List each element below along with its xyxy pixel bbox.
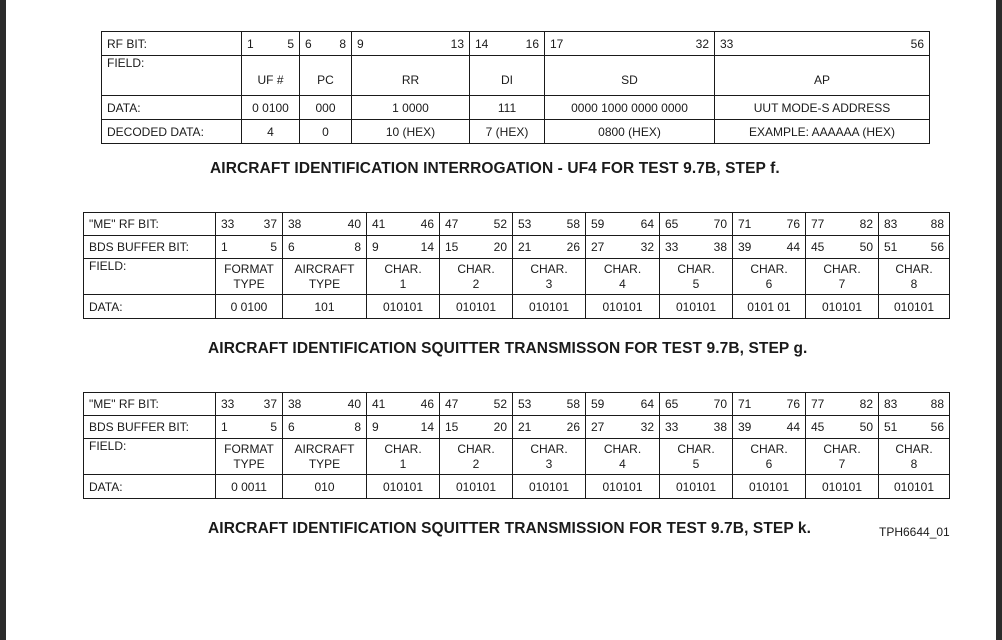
field-row: [84, 439, 950, 475]
decoded-data-row: [102, 120, 930, 144]
data-cell: 010101: [879, 295, 950, 319]
field-cell: RR: [352, 56, 470, 96]
data-cell: 0101 01: [733, 295, 806, 319]
data-cell: 0000 1000 0000 0000: [545, 96, 715, 120]
row-label-decoded: DECODED DATA:: [102, 120, 242, 144]
me-bit-cell: 53 58: [513, 213, 586, 236]
row-label-field: FIELD:: [84, 439, 216, 475]
bds-bit-cell: 51 56: [879, 416, 950, 439]
data-row: [84, 295, 950, 319]
me-bit-cell: 41 46: [367, 393, 440, 416]
rf-bit-cell: 17 32: [545, 32, 715, 56]
rf-bit-cell: 9 13: [352, 32, 470, 56]
me-bit-cell: 38 40: [283, 393, 367, 416]
field-cell: CHAR. 5: [660, 439, 733, 475]
me-bit-cell: 38 40: [283, 213, 367, 236]
squitter-step-k-table: [83, 392, 950, 499]
row-label-rf-bit: RF BIT:: [102, 32, 242, 56]
field-cell: PC: [300, 56, 352, 96]
table2-caption: AIRCRAFT IDENTIFICATION SQUITTER TRANSMISSON FOR TEST 9.7B, STEP g.: [208, 340, 808, 357]
bds-bit-cell: 9 14: [367, 236, 440, 259]
field-cell: CHAR. 8: [879, 439, 950, 475]
bds-bit-cell: 45 50: [806, 416, 879, 439]
me-bit-cell: 53 58: [513, 393, 586, 416]
row-label-data: DATA:: [84, 295, 216, 319]
field-cell: CHAR. 8: [879, 259, 950, 295]
bds-bit-cell: 27 32: [586, 236, 660, 259]
data-cell: 1 0000: [352, 96, 470, 120]
field-cell: CHAR. 5: [660, 259, 733, 295]
decoded-cell: 10 (HEX): [352, 120, 470, 144]
field-row: [84, 259, 950, 295]
bds-buffer-bit-row: [84, 416, 950, 439]
bds-bit-cell: 27 32: [586, 416, 660, 439]
me-bit-cell: 41 46: [367, 213, 440, 236]
bds-bit-cell: 21 26: [513, 416, 586, 439]
data-cell: 101: [283, 295, 367, 319]
bds-bit-cell: 51 56: [879, 236, 950, 259]
rf-bit-cell: 33 56: [715, 32, 930, 56]
row-label-me-bit: "ME" RF BIT:: [84, 393, 216, 416]
bds-bit-cell: 6 8: [283, 236, 367, 259]
me-bit-cell: 77 82: [806, 393, 879, 416]
row-label-bds-bit: BDS BUFFER BIT:: [84, 236, 216, 259]
field-cell: FORMAT TYPE: [216, 439, 283, 475]
row-label-field: FIELD:: [102, 56, 242, 96]
left-edge-bar: [0, 0, 6, 640]
table3-caption: AIRCRAFT IDENTIFICATION SQUITTER TRANSMISSION FOR TEST 9.7B, STEP k.: [208, 520, 812, 537]
bds-bit-cell: 15 20: [440, 236, 513, 259]
data-cell: 010101: [806, 295, 879, 319]
bds-bit-cell: 15 20: [440, 416, 513, 439]
field-cell: CHAR. 7: [806, 439, 879, 475]
field-cell: FORMAT TYPE: [216, 259, 283, 295]
field-cell: AIRCRAFT TYPE: [283, 439, 367, 475]
field-cell: CHAR. 1: [367, 439, 440, 475]
field-cell: CHAR. 1: [367, 259, 440, 295]
bds-bit-cell: 33 38: [660, 236, 733, 259]
me-rf-bit-row: [84, 393, 950, 416]
field-cell: CHAR. 3: [513, 439, 586, 475]
data-row: [102, 96, 930, 120]
bds-bit-cell: 45 50: [806, 236, 879, 259]
rf-bit-cell: 1 5: [242, 32, 300, 56]
me-bit-cell: 65 70: [660, 393, 733, 416]
me-bit-cell: 77 82: [806, 213, 879, 236]
field-cell: CHAR. 2: [440, 259, 513, 295]
field-cell: AP: [715, 56, 930, 96]
me-bit-cell: 65 70: [660, 213, 733, 236]
me-bit-cell: 71 76: [733, 213, 806, 236]
data-cell: 010101: [367, 295, 440, 319]
right-edge-bar: [996, 0, 1002, 640]
row-label-field: FIELD:: [84, 259, 216, 295]
data-cell: 010: [283, 475, 367, 499]
data-row: [84, 475, 950, 499]
bds-bit-cell: 21 26: [513, 236, 586, 259]
data-cell: 111: [470, 96, 545, 120]
me-bit-cell: 47 52: [440, 393, 513, 416]
field-cell: CHAR. 4: [586, 259, 660, 295]
data-cell: 010101: [367, 475, 440, 499]
field-cell: SD: [545, 56, 715, 96]
data-cell: 010101: [586, 295, 660, 319]
decoded-cell: 7 (HEX): [470, 120, 545, 144]
field-cell: CHAR. 6: [733, 259, 806, 295]
field-cell: DI: [470, 56, 545, 96]
me-bit-cell: 71 76: [733, 393, 806, 416]
me-bit-cell: 47 52: [440, 213, 513, 236]
field-cell: UF #: [242, 56, 300, 96]
field-cell: CHAR. 4: [586, 439, 660, 475]
field-cell: CHAR. 6: [733, 439, 806, 475]
decoded-cell: 4: [242, 120, 300, 144]
decoded-cell: 0: [300, 120, 352, 144]
decoded-cell: 0800 (HEX): [545, 120, 715, 144]
me-bit-cell: 59 64: [586, 393, 660, 416]
rf-bit-row: [102, 32, 930, 56]
field-cell: CHAR. 7: [806, 259, 879, 295]
decoded-cell: EXAMPLE: AAAAAA (HEX): [715, 120, 930, 144]
bds-bit-cell: 1 5: [216, 236, 283, 259]
me-bit-cell: 33 37: [216, 213, 283, 236]
bds-bit-cell: 39 44: [733, 236, 806, 259]
row-label-data: DATA:: [84, 475, 216, 499]
table1-caption: AIRCRAFT IDENTIFICATION INTERROGATION - UF4 FOR TEST 9.7B, STEP f.: [210, 160, 780, 177]
rf-bit-cell: 6 8: [300, 32, 352, 56]
field-cell: CHAR. 3: [513, 259, 586, 295]
bds-bit-cell: 33 38: [660, 416, 733, 439]
rf-bit-cell: 14 16: [470, 32, 545, 56]
data-cell: 010101: [513, 475, 586, 499]
bds-buffer-bit-row: [84, 236, 950, 259]
row-label-data: DATA:: [102, 96, 242, 120]
me-bit-cell: 59 64: [586, 213, 660, 236]
bds-bit-cell: 1 5: [216, 416, 283, 439]
row-label-bds-bit: BDS BUFFER BIT:: [84, 416, 216, 439]
data-cell: 0 0100: [216, 295, 283, 319]
me-rf-bit-row: [84, 213, 950, 236]
bds-bit-cell: 6 8: [283, 416, 367, 439]
squitter-step-g-table: [83, 212, 950, 319]
me-bit-cell: 83 88: [879, 393, 950, 416]
row-label-me-bit: "ME" RF BIT:: [84, 213, 216, 236]
data-cell: 000: [300, 96, 352, 120]
data-cell: 010101: [879, 475, 950, 499]
data-cell: 010101: [513, 295, 586, 319]
field-cell: CHAR. 2: [440, 439, 513, 475]
me-bit-cell: 33 37: [216, 393, 283, 416]
field-row: [102, 56, 930, 96]
bds-bit-cell: 39 44: [733, 416, 806, 439]
data-cell: 010101: [440, 295, 513, 319]
data-cell: 010101: [660, 295, 733, 319]
data-cell: 010101: [586, 475, 660, 499]
figure-reference-code: TPH6644_01: [879, 525, 950, 539]
data-cell: 0 0011: [216, 475, 283, 499]
uf4-interrogation-table: [101, 31, 930, 144]
data-cell: 010101: [806, 475, 879, 499]
bds-bit-cell: 9 14: [367, 416, 440, 439]
me-bit-cell: 83 88: [879, 213, 950, 236]
data-cell: 010101: [660, 475, 733, 499]
data-cell: 010101: [733, 475, 806, 499]
data-cell: 010101: [440, 475, 513, 499]
field-cell: AIRCRAFT TYPE: [283, 259, 367, 295]
data-cell: 0 0100: [242, 96, 300, 120]
data-cell: UUT MODE-S ADDRESS: [715, 96, 930, 120]
